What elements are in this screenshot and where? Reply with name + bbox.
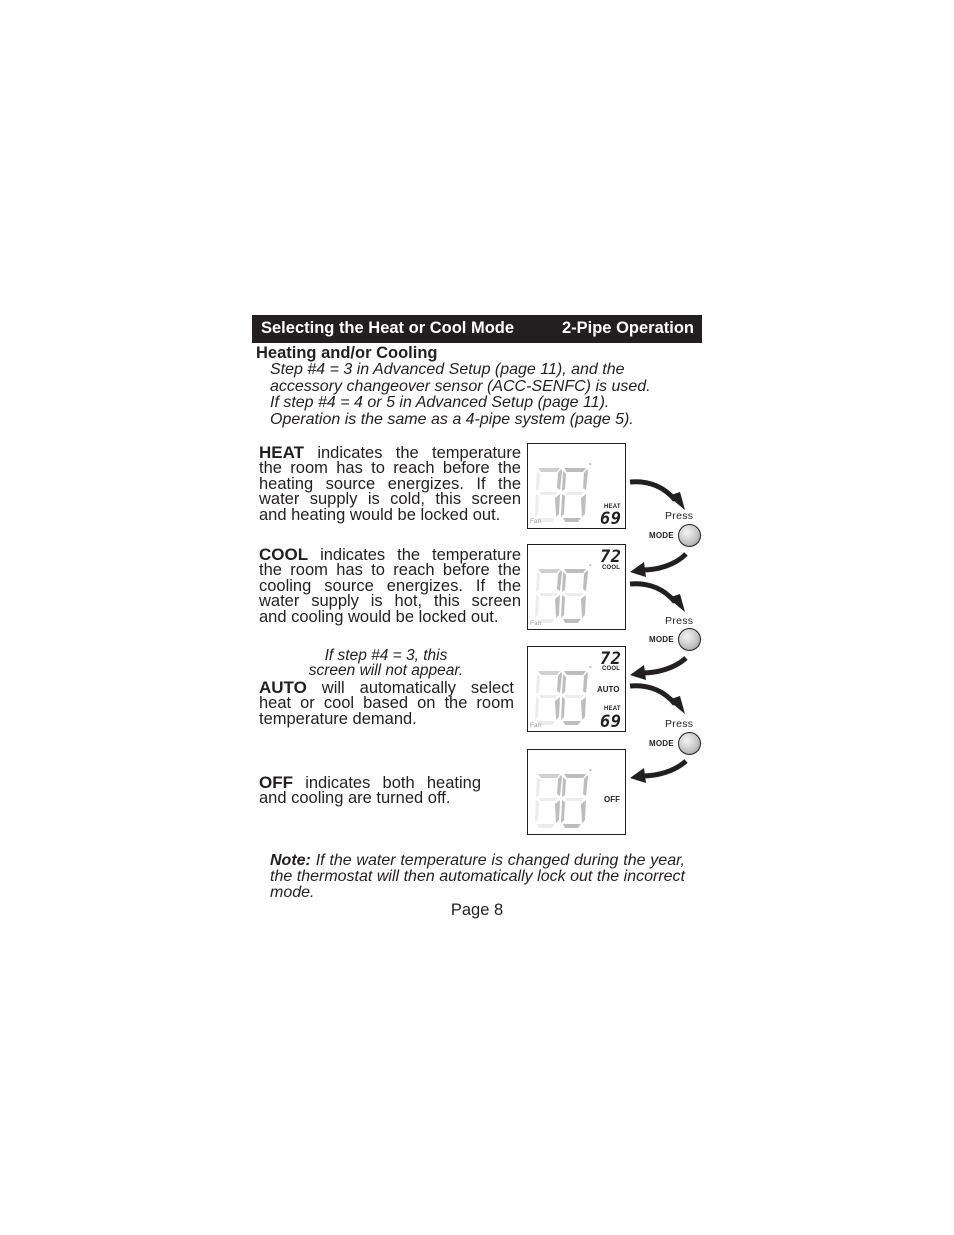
heat-description xyxy=(259,445,521,523)
main-temperature-digits xyxy=(532,466,592,524)
intro-line: accessory changeover sensor (ACC-SENFC) is used. xyxy=(270,377,651,395)
mode-button[interactable] xyxy=(678,524,701,547)
auto-line: heat or cool based on the room xyxy=(259,694,514,713)
intro-line: Operation is the same as a 4-pipe system (page 5). xyxy=(270,410,634,428)
heat-line: indicates the temperature xyxy=(304,444,521,462)
off-mode-label: OFF xyxy=(604,795,620,804)
cool-line: indicates the temperature xyxy=(308,546,521,564)
arrow-right-icon xyxy=(630,482,685,510)
lcd-heat-screen xyxy=(527,443,626,529)
auto-description xyxy=(259,680,514,727)
cool-setpoint: 72 xyxy=(600,649,621,666)
lcd-auto-screen xyxy=(527,646,626,732)
heat-term: HEAT xyxy=(259,443,305,462)
heat-setpoint-digits xyxy=(600,510,622,526)
mode-label: MODE xyxy=(649,739,674,748)
auto-term: AUTO xyxy=(259,678,307,697)
cool-setpoint: 72 xyxy=(600,547,621,564)
press-label: Press xyxy=(665,615,694,627)
cool-term: COOL xyxy=(259,545,309,564)
fan-label: Fan xyxy=(530,518,542,525)
lcd-cool-screen xyxy=(527,544,626,630)
cool-mode-label: COOL xyxy=(602,565,621,571)
cool-description xyxy=(259,547,521,625)
off-term: OFF xyxy=(259,773,293,792)
fan-label: Fan xyxy=(530,620,542,627)
cool-setpoint-digits xyxy=(600,648,622,666)
mode-button[interactable] xyxy=(678,628,701,651)
cool-setpoint-digits xyxy=(600,546,622,564)
auto-line: will automatically select xyxy=(306,679,514,697)
heat-setpoint: 69 xyxy=(600,510,621,526)
header-title: Selecting the Heat or Cool Mode xyxy=(261,319,515,337)
off-line: indicates both heating xyxy=(293,774,481,792)
note-text: If the water temperature is changed during the year, the thermostat will then automatically lock out the incorrect mode. xyxy=(270,852,685,901)
main-temperature-digits xyxy=(532,772,592,830)
auto-step-note xyxy=(270,648,502,678)
mode-label: MODE xyxy=(649,531,674,540)
heat-line: the room has to reach before the xyxy=(259,459,521,478)
arrow-left-icon xyxy=(630,761,686,783)
main-temperature-digits xyxy=(532,567,592,625)
fan-label: Fan xyxy=(530,722,542,729)
degree-symbol: ° xyxy=(589,463,592,470)
auto-note-line: If step #4 = 3, this xyxy=(324,647,448,664)
subheading: Heating and/or Cooling xyxy=(256,344,438,362)
header-subtitle: 2-Pipe Operation xyxy=(561,319,694,337)
footnote xyxy=(270,853,685,901)
press-label: Press xyxy=(665,510,694,522)
cool-line: the room has to reach before the xyxy=(259,561,521,580)
note-label: Note: xyxy=(270,852,311,869)
intro-line: Step #4 = 3 in Advanced Setup (page 11), and the xyxy=(270,361,625,378)
off-line: and cooling are turned off. xyxy=(259,789,451,808)
heat-mode-label: HEAT xyxy=(604,706,621,712)
degree-symbol: ° xyxy=(589,666,592,673)
off-description xyxy=(259,775,481,807)
mode-label: MODE xyxy=(649,635,674,644)
mode-button[interactable] xyxy=(678,732,701,755)
auto-mode-label: AUTO xyxy=(597,685,620,694)
heat-mode-label: HEAT xyxy=(604,504,621,510)
main-temperature-digits xyxy=(532,669,592,727)
heat-setpoint: 69 xyxy=(600,713,621,729)
cool-line: cooling source energizes. If the xyxy=(259,576,521,595)
arrow-left-icon xyxy=(630,658,686,680)
heat-line: heating source energizes. If the xyxy=(259,474,521,493)
degree-symbol: ° xyxy=(589,564,592,571)
arrow-left-icon xyxy=(630,554,686,577)
cool-line: water supply is hot, this screen xyxy=(259,592,521,611)
arrow-right-icon xyxy=(630,686,685,714)
intro-paragraph xyxy=(270,362,700,428)
intro-line: If step #4 = 4 or 5 in Advanced Setup (page 11). xyxy=(270,394,610,411)
section-header-bar xyxy=(252,315,702,343)
cool-mode-label: COOL xyxy=(602,666,621,672)
degree-symbol: ° xyxy=(589,769,592,776)
auto-line: temperature demand. xyxy=(259,709,417,728)
heat-line: and heating would be locked out. xyxy=(259,505,501,524)
auto-note-line: screen will not appear. xyxy=(308,662,464,679)
press-label: Press xyxy=(665,718,694,730)
page-number: Page 8 xyxy=(450,901,504,919)
heat-setpoint-digits xyxy=(600,713,622,729)
arrow-right-icon xyxy=(630,584,685,612)
cool-line: and cooling would be locked out. xyxy=(259,607,499,626)
lcd-off-screen xyxy=(527,749,626,835)
heat-line: water supply is cold, this screen xyxy=(259,490,521,509)
